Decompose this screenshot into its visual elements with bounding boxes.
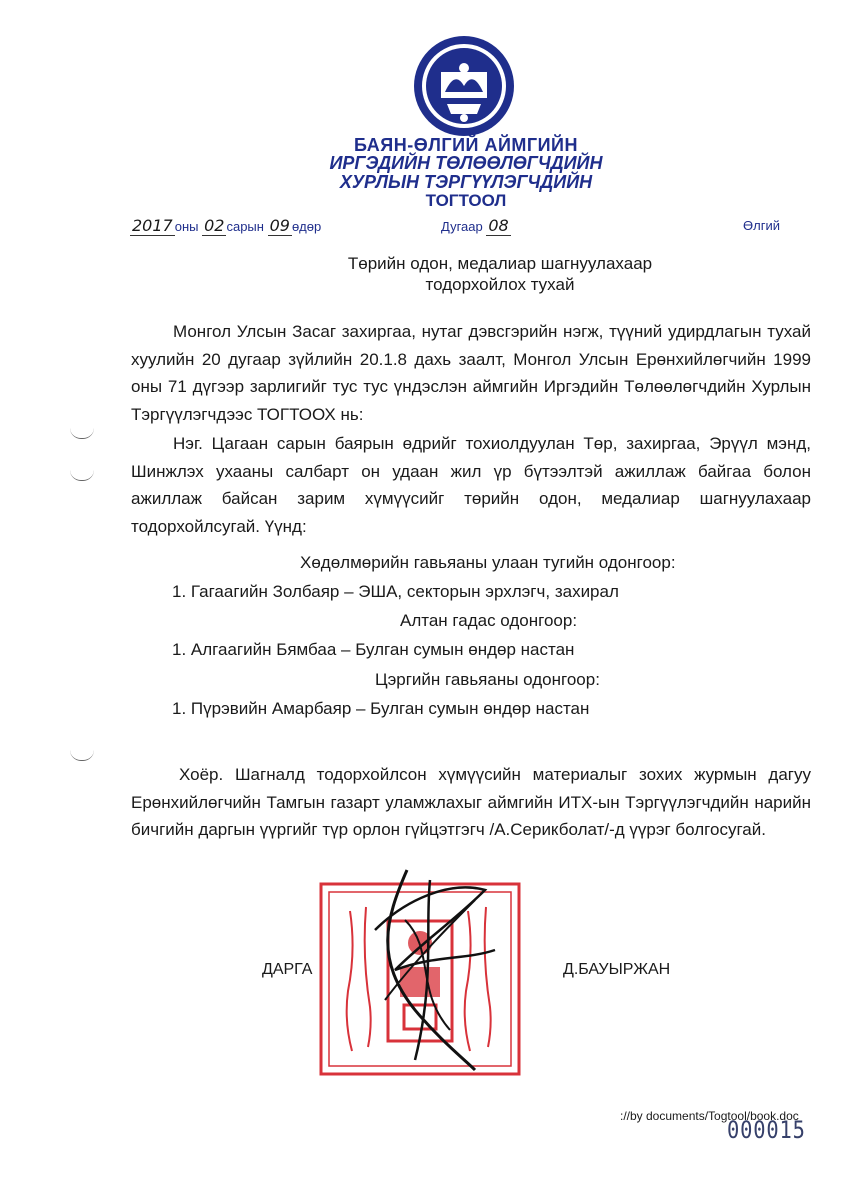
footer-file-path: ://by documents/Togtool/book.doc	[620, 1109, 799, 1123]
date-year: 2017	[132, 216, 173, 235]
signature-name: Д.БАУЫРЖАН	[563, 961, 671, 978]
state-emblem-icon	[411, 32, 517, 136]
award-title-3: Цэргийн гавьяаны одонгоор:	[375, 670, 600, 689]
date-day: 09	[269, 216, 290, 235]
clause-one-paragraph: Нэг. Цагаан сарын баярын өдрийг тохиолдуулан Төр, захиргаа, Эрүүл мэнд, Шинжлэх ухааны салбарт он удаан жил үр бүтээлтэй ажиллаж байгаа болон ажиллаж байсан зарим хүмүүсийг төрийн одон, медалиар шагнуулахаар тодорхойлсугай. Үүнд:	[131, 434, 811, 536]
award-title-1: Хөдөлмөрийн гавьяаны улаан тугийн одонгоор:	[300, 553, 676, 572]
letterhead-line-2: ИРГЭДИЙН ТӨЛӨӨЛӨГЧДИЙН	[329, 153, 603, 173]
preamble-paragraph: Монгол Улсын Засаг захиргаа, нутаг дэвсгэрийн нэгж, түүний удирдлагын тухай хуулийн 20 дугаар зүйлийн 20.1.8 дахь заалт, Монгол Улсын Ерөнхийлөгчийн 1999 оны 71 дүгээр зарлигийг тус тус үндэслэн аймгийн Иргэдийн Төлөөлөгчдийн Хурлын Тэргүүлэгчдээс ТОГТООХ нь:	[131, 322, 811, 424]
document-number	[441, 216, 511, 235]
date-year-label: оны	[174, 219, 199, 234]
award-recipient-1: 1. Гагаагийн Золбаяр – ЭША, секторын эрхлэгч, захирал	[172, 582, 619, 601]
subject-line-1: Төрийн одон, медалиар шагнуулахаар	[347, 254, 653, 273]
clause-two-paragraph: Хоёр. Шагналд тодорхойлсон хүмүүсийн материалыг зохих журмын дагуу Ерөнхийлөгчийн Тамгын газарт уламжлахыг аймгийн ИТХ-ын Тэргүүлэгчдийн нарийн бичгийн даргын үүргийг түр орлон гүйцэтгэгч /А.Серикболат/-д үүрэг болгосугай.	[131, 765, 811, 839]
award-recipient-3: 1. Пүрэвийн Амарбаяр – Булган сумын өндөр настан	[172, 699, 590, 718]
letterhead-line-1: БАЯН-ӨЛГИЙ АЙМГИЙН	[354, 135, 578, 155]
award-recipient-2: 1. Алгаагийн Бямбаа – Булган сумын өндөр настан	[172, 640, 575, 659]
subject-line-2: тодорхойлох тухай	[425, 275, 575, 294]
handwritten-signature-icon	[355, 860, 505, 1080]
serial-number: 000015	[727, 1116, 806, 1144]
letterhead-line-4: ТОГТООЛ	[425, 191, 507, 210]
document-place: Өлгий	[743, 218, 780, 233]
date-day-label: өдөр	[291, 219, 322, 234]
award-title-2: Алтан гадас одонгоор:	[400, 611, 578, 630]
number-label: Дугаар	[441, 219, 483, 234]
letterhead-line-3: ХУРЛЫН ТЭРГҮҮЛЭГЧДИЙН	[339, 172, 593, 192]
date-month-label: сарын	[226, 219, 264, 234]
date-month: 02	[204, 216, 225, 235]
number-value: 08	[488, 216, 509, 235]
document-date	[130, 216, 321, 235]
signature-title: ДАРГА	[262, 961, 313, 978]
